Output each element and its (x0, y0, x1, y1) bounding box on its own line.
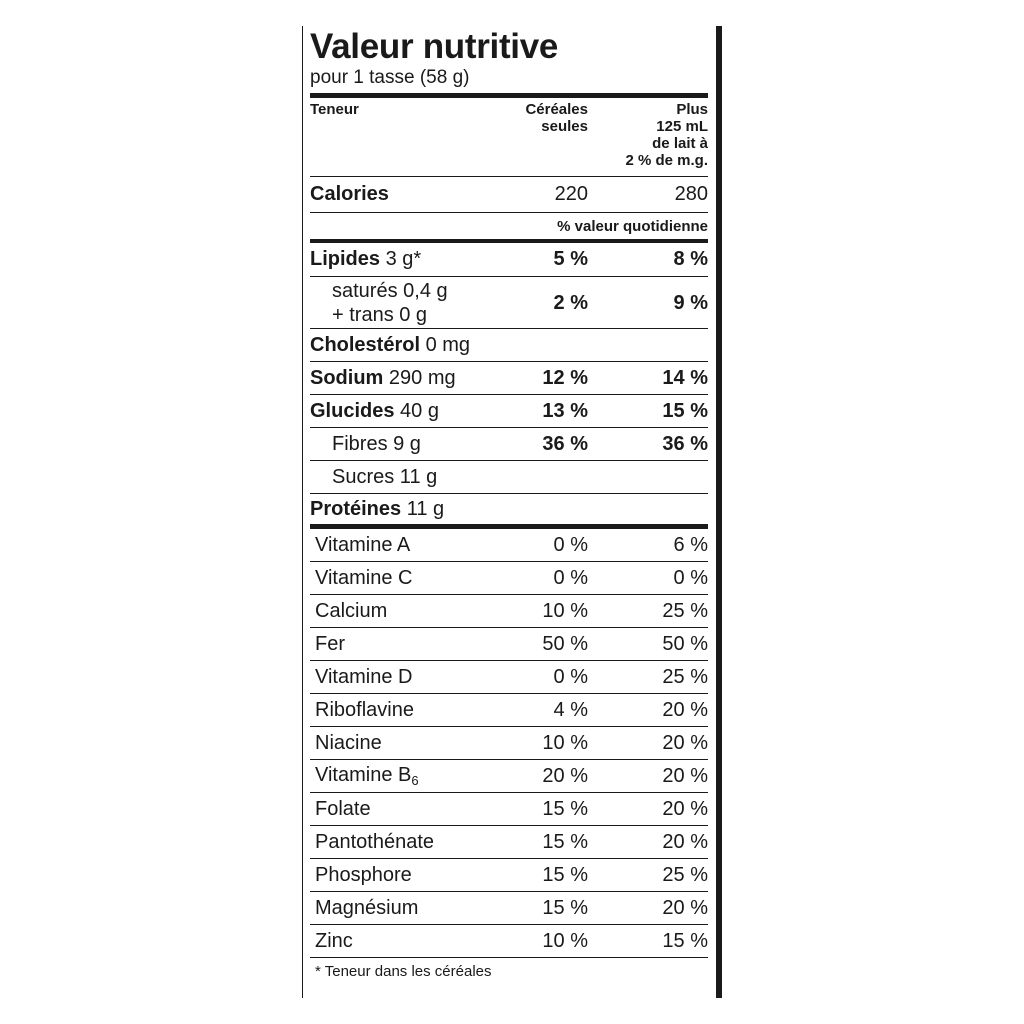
label-left-border (302, 26, 303, 998)
label-right-border (716, 26, 722, 998)
vitamin-row (310, 661, 708, 694)
nutrient-milk-dv: 14 % (662, 366, 708, 389)
vitamin-cereal-dv: 15 % (542, 797, 588, 820)
vitamin-label: Vitamine D (315, 665, 413, 688)
header-milk-line1: Plus (676, 101, 708, 118)
vitamin-cereal-dv: 0 % (553, 665, 588, 688)
nutrient-amount: 290 mg (388, 366, 456, 389)
vitamin-label: Fer (315, 632, 345, 655)
vitamin-row (310, 727, 708, 760)
vitamin-label: Magnésium (315, 896, 419, 919)
vitamin-row (310, 529, 708, 562)
column-headers (310, 98, 708, 177)
nutrient-label: Glucides (310, 399, 395, 422)
vitamin-row (310, 760, 708, 793)
nutrient-row-glucides (310, 395, 708, 428)
nutrient-row-cholesterol (310, 329, 708, 362)
vitamin-row (310, 859, 708, 892)
vitamins-minerals-list (310, 529, 708, 958)
nutrient-amount: 3 g* (385, 248, 422, 270)
label-title: Valeur nutritive (310, 27, 559, 66)
daily-value-header (310, 213, 708, 243)
vitamin-milk-dv: 15 % (662, 929, 708, 952)
nutrient-row-proteines (310, 494, 708, 529)
vitamin-label: Vitamine A (315, 533, 411, 556)
vitamin-milk-dv: 25 % (662, 863, 708, 886)
vitamin-label: Vitamine B (315, 764, 412, 786)
vitamin-row (310, 694, 708, 727)
vitamin-row (310, 793, 708, 826)
vitamin-label-subscript: 6 (411, 773, 419, 788)
nutrient-label: saturés 0,4 g (332, 279, 448, 302)
vitamin-milk-dv: 20 % (662, 698, 708, 721)
footnote: * Teneur dans les céréales (315, 963, 492, 980)
calories-milk: 280 (674, 183, 708, 205)
vitamin-cereal-dv: 15 % (542, 830, 588, 853)
vitamin-row (310, 628, 708, 661)
vitamin-cereal-dv: 10 % (542, 731, 588, 754)
nutrient-label: Sucres 11 g (332, 465, 438, 488)
vitamin-cereal-dv: 0 % (553, 566, 588, 589)
vitamin-cereal-dv: 10 % (542, 599, 588, 622)
nutrient-row-sucres (310, 461, 708, 494)
nutrition-facts-label (302, 26, 722, 998)
nutrient-milk-dv: 8 % (673, 248, 708, 270)
header-teneur: Teneur (310, 101, 359, 118)
nutrient-label: Fibres 9 g (332, 432, 421, 455)
nutrient-row-fibres (310, 428, 708, 461)
vitamin-cereal-dv: 15 % (542, 863, 588, 886)
header-milk-line3: de lait à (652, 135, 708, 152)
vitamin-label: Folate (315, 797, 371, 820)
vitamin-label: Pantothénate (315, 830, 434, 853)
nutrient-row-lipides (310, 243, 708, 277)
vitamin-milk-dv: 25 % (662, 665, 708, 688)
vitamin-cereal-dv: 0 % (553, 533, 588, 556)
nutrient-amount: 0 mg (425, 333, 471, 356)
vitamin-cereal-dv: 10 % (542, 929, 588, 952)
calories-cereal: 220 (554, 183, 588, 205)
vitamin-label: Phosphore (315, 863, 412, 886)
vitamin-milk-dv: 6 % (673, 533, 708, 556)
serving-size: pour 1 tasse (58 g) (310, 67, 470, 88)
vitamin-label: Zinc (315, 929, 353, 952)
nutrient-label: Sodium (310, 366, 384, 389)
vitamin-label: Niacine (315, 731, 382, 754)
nutrient-amount: 11 g (406, 497, 445, 520)
nutrient-milk-dv: 36 % (662, 432, 708, 455)
calories-row (310, 177, 708, 213)
vitamin-label: Calcium (315, 599, 388, 622)
vitamin-row (310, 892, 708, 925)
vitamin-cereal-dv: 15 % (542, 896, 588, 919)
vitamin-milk-dv: 0 % (673, 566, 708, 589)
vitamin-row (310, 595, 708, 628)
nutrient-row-satures-trans (310, 277, 708, 329)
nutrient-cereal-dv: 12 % (542, 366, 588, 389)
nutrient-amount: 40 g (400, 399, 439, 422)
vitamin-milk-dv: 25 % (662, 599, 708, 622)
vitamin-label: Vitamine C (315, 566, 413, 589)
daily-value-header-text: % valeur quotidienne (557, 217, 708, 235)
vitamin-milk-dv: 20 % (662, 797, 708, 820)
nutrient-cereal-dv: 36 % (542, 432, 588, 455)
vitamin-milk-dv: 50 % (662, 632, 708, 655)
nutrient-label: Lipides (310, 248, 381, 270)
vitamin-row (310, 562, 708, 595)
nutrient-milk-dv: 15 % (662, 399, 708, 422)
vitamin-cereal-dv: 4 % (553, 698, 588, 721)
nutrition-panel (310, 26, 708, 980)
vitamin-milk-dv: 20 % (662, 764, 708, 787)
header-cereal-line2: seules (541, 118, 588, 135)
nutrient-cereal-dv: 13 % (542, 399, 588, 422)
vitamin-cereal-dv: 50 % (542, 632, 588, 655)
header-with-milk (598, 101, 708, 176)
vitamin-label: Riboflavine (315, 698, 414, 721)
vitamin-row (310, 925, 708, 958)
nutrient-label: Cholestérol (310, 333, 421, 356)
nutrient-label: Protéines (310, 497, 402, 520)
vitamin-milk-dv: 20 % (662, 731, 708, 754)
header-cereal-line1: Céréales (525, 101, 588, 118)
header-milk-line4: 2 % de m.g. (625, 152, 708, 169)
nutrient-cereal-dv: 2 % (553, 291, 588, 314)
header-cereal (488, 101, 598, 176)
nutrient-milk-dv: 9 % (673, 291, 708, 314)
vitamin-milk-dv: 20 % (662, 830, 708, 853)
nutrient-row-sodium (310, 362, 708, 395)
header-milk-line2: 125 mL (656, 118, 708, 135)
nutrient-cereal-dv: 5 % (553, 248, 588, 270)
vitamin-milk-dv: 20 % (662, 896, 708, 919)
calories-label: Calories (310, 183, 389, 205)
nutrient-label-trans: + trans 0 g (332, 303, 428, 326)
vitamin-row (310, 826, 708, 859)
vitamin-cereal-dv: 20 % (542, 764, 588, 787)
